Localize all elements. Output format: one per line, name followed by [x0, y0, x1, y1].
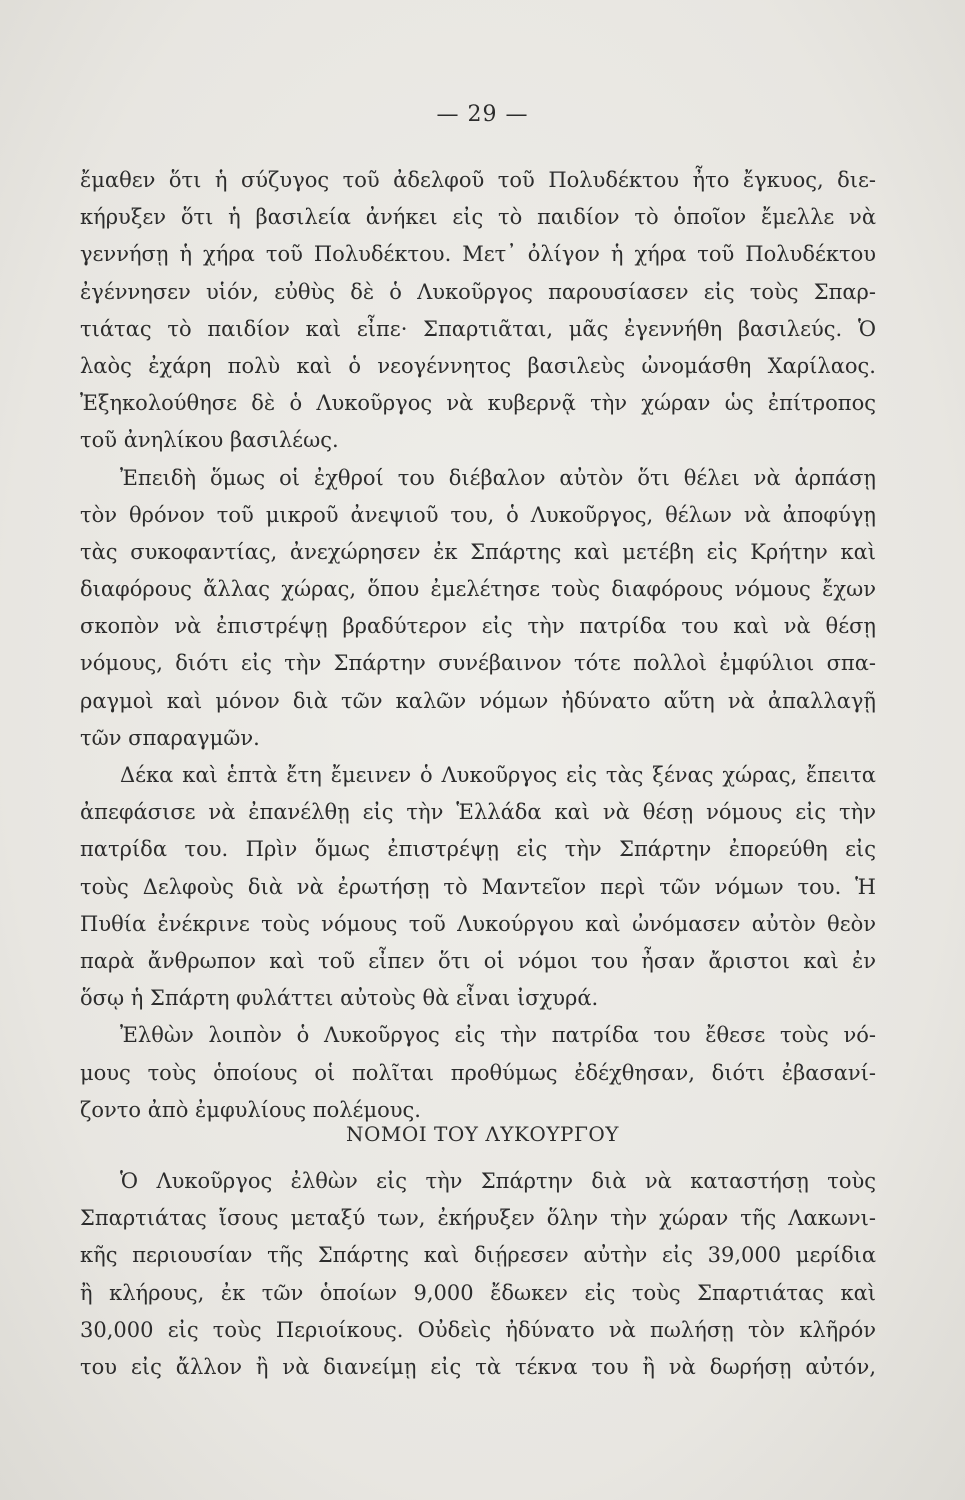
text-line: ζοντο ἀπὸ ἐμφυλίους πολέμους.: [80, 1097, 421, 1122]
text-line: ραγμοὶ καὶ μόνον διὰ τῶν καλῶν νόμων ἠδύνατο αὕτη νὰ ἀπαλλαγῇ: [80, 688, 876, 713]
text-line: τοῦ ἀνηλίκου βασιλέως.: [80, 428, 339, 453]
text-line: διαφόρους ἄλλας χώρας, ὅπου ἐμελέτησε τοὺς διαφόρους νόμους ἔχων: [80, 577, 876, 602]
text-line: Δέκα καὶ ἑπτὰ ἔτη ἔμεινεν ὁ Λυκοῦργος εἰς τὰς ξένας χώρας, ἔπειτα: [120, 763, 876, 787]
text-line: ἢ κλήρους, ἐκ τῶν ὁποίων 9,000 ἔδωκεν εἰς τοὺς Σπαρτιάτας καὶ: [80, 1280, 876, 1305]
text-line: τοὺς Δελφοὺς διὰ νὰ ἐρωτήσῃ τὸ Μαντεῖον περὶ τῶν νόμων του. Ἡ: [80, 874, 876, 899]
text-line: παρὰ ἄνθρωπον καὶ τοῦ εἶπεν ὅτι οἱ νόμοι του ἦσαν ἄριστοι καὶ ἐν: [80, 948, 876, 973]
text-line: του εἰς ἄλλον ἢ νὰ διανείμῃ εἰς τὰ τέκνα του ἢ νὰ δωρήσῃ αὐτόν,: [80, 1354, 876, 1379]
text-line: γεννήσῃ ἡ χήρα τοῦ Πολυδέκτου. Μετ᾽ ὀλίγον ἡ χήρα τοῦ Πολυδέκτου: [80, 242, 876, 267]
text-line: ἔμαθεν ὅτι ἡ σύζυγος τοῦ ἀδελφοῦ τοῦ Πολυδέκτου ἦτο ἔγκυος, διε-: [80, 168, 876, 192]
text-line: πατρίδα του. Πρὶν ὅμως ἐπιστρέψῃ εἰς τὴν Σπάρτην ἐπορεύθη εἰς: [80, 837, 876, 862]
main-text: [80, 162, 876, 1129]
text-line: τῶν σπαραγμῶν.: [80, 725, 260, 750]
text-line: 30,000 εἰς τοὺς Περιοίκους. Οὐδεὶς ἠδύνατο νὰ πωλήσῃ τὸν κλῆρόν: [80, 1317, 876, 1342]
text-line: ἐγέννησεν υἱόν, εὐθὺς δὲ ὁ Λυκοῦργος παρουσίασεν εἰς τοὺς Σπαρ-: [80, 279, 876, 304]
text-line: Ἐπειδὴ ὅμως οἱ ἐχθροί του διέβαλον αὐτὸν ὅτι θέλει νὰ ἁρπάσῃ: [120, 465, 876, 490]
text-line: Ἐλθὼν λοιπὸν ὁ Λυκοῦργος εἰς τὴν πατρίδα του ἔθεσε τοὺς νό-: [120, 1023, 876, 1048]
text-line: λαὸς ἐχάρη πολὺ καὶ ὁ νεογέννητος βασιλεὺς ὠνομάσθη Χαρίλαος.: [80, 353, 876, 378]
section-text: [80, 1163, 876, 1386]
text-line: νόμους, διότι εἰς τὴν Σπάρτην συνέβαινον τότε πολλοὶ ἐμφύλιοι σπα-: [80, 651, 876, 676]
text-line: Πυθία ἐνέκρινε τοὺς νόμους τοῦ Λυκούργου καὶ ὠνόμασεν αὐτὸν θεὸν: [80, 911, 876, 936]
text-line: μους τοὺς ὁποίους οἱ πολῖται προθύμως ἐδέχθησαν, διότι ἐβασανί-: [80, 1060, 876, 1085]
text-line: τιάτας τὸ παιδίον καὶ εἶπε· Σπαρτιᾶται, μᾶς ἐγεννήθη βασιλεύς. Ὁ: [80, 316, 876, 341]
text-line: ἀπεφάσισε νὰ ἐπανέλθῃ εἰς τὴν Ἑλλάδα καὶ νὰ θέσῃ νόμους εἰς τὴν: [80, 800, 876, 825]
text-line: Ἐξηκολούθησε δὲ ὁ Λυκοῦργος νὰ κυβερνᾷ τὴν χώραν ὡς ἐπίτροπος: [80, 391, 876, 416]
text-line: κήρυξεν ὅτι ἡ βασιλεία ἀνήκει εἰς τὸ παιδίον τὸ ὁποῖον ἔμελλε νὰ: [80, 205, 876, 230]
text-line: τὸν θρόνον τοῦ μικροῦ ἀνεψιοῦ του, ὁ Λυκοῦργος, θέλων νὰ ἀποφύγῃ: [80, 502, 876, 527]
page-number: — 29 —: [436, 102, 529, 127]
text-line: Σπαρτιάτας ἴσους μεταξύ των, ἐκήρυξεν ὅλην τὴν χώραν τῆς Λακωνι-: [80, 1206, 876, 1231]
text-line: τὰς συκοφαντίας, ἀνεχώρησεν ἐκ Σπάρτης καὶ μετέβη εἰς Κρήτην καὶ: [80, 539, 876, 564]
section-heading: ΝΟΜΟΙ ΤΟΥ ΛΥΚΟΥΡΓΟΥ: [346, 1122, 619, 1146]
text-line: ὅσῳ ἡ Σπάρτη φυλάττει αὐτοὺς θὰ εἶναι ἰσχυρά.: [80, 986, 599, 1011]
text-line: κῆς περιουσίαν τῆς Σπάρτης καὶ διῄρεσεν αὐτὴν εἰς 39,000 μερίδια: [80, 1243, 876, 1268]
text-line: σκοπὸν νὰ ἐπιστρέψῃ βραδύτερον εἰς τὴν πατρίδα του καὶ νὰ θέσῃ: [80, 614, 876, 639]
text-line: Ὁ Λυκοῦργος ἐλθὼν εἰς τὴν Σπάρτην διὰ νὰ καταστήσῃ τοὺς: [120, 1169, 876, 1193]
